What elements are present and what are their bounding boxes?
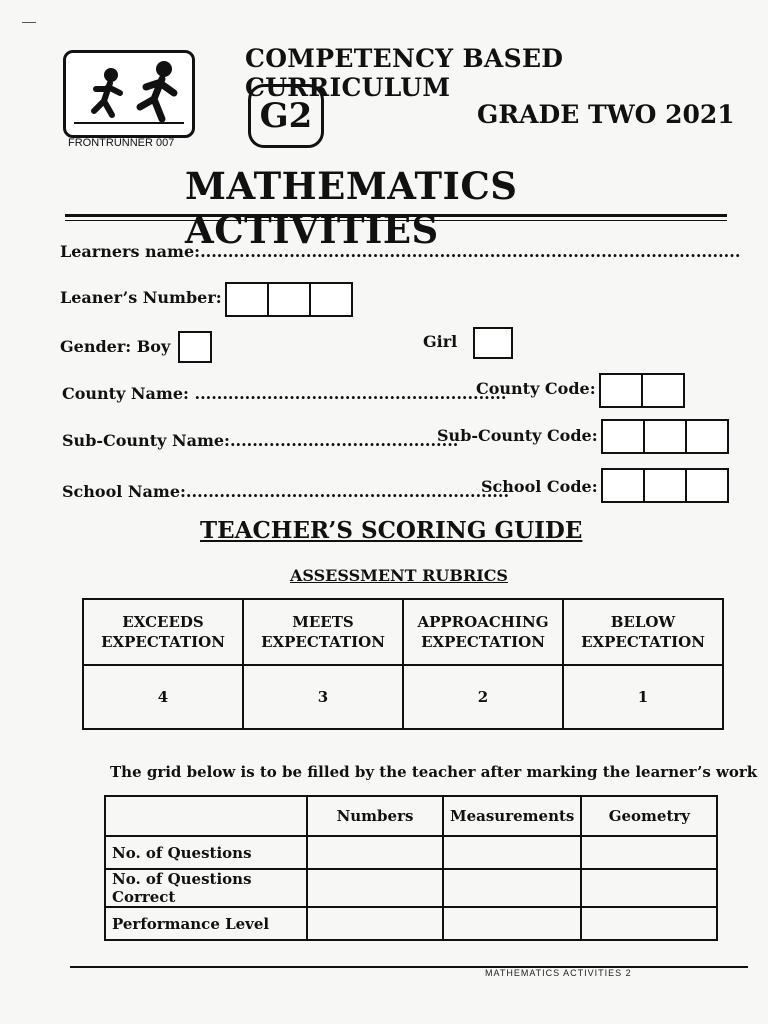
school-code-label: School Code:: [481, 477, 598, 496]
school-code-boxes[interactable]: [603, 468, 729, 503]
grid-cell[interactable]: [307, 907, 443, 940]
runners-icon: [66, 53, 192, 135]
digit-box[interactable]: [599, 373, 643, 408]
column-header: Numbers: [307, 796, 443, 836]
rubric-score: 4: [83, 665, 243, 729]
girl-checkbox[interactable]: [473, 327, 513, 359]
grid-cell[interactable]: [581, 907, 717, 940]
grid-instruction: The grid below is to be filled by the teacher after marking the learner’s work: [110, 763, 758, 781]
running-children-logo: [63, 50, 195, 138]
grade-year: GRADE TWO 2021: [477, 100, 735, 129]
county-code-label: County Code:: [476, 379, 596, 398]
digit-box[interactable]: [601, 468, 645, 503]
digit-box[interactable]: [643, 419, 687, 454]
county-name-field[interactable]: County Name: ........................................................: [62, 384, 507, 403]
rubrics-title: ASSESSMENT RUBRICS: [290, 566, 508, 585]
county-code-boxes[interactable]: [601, 373, 685, 408]
subcounty-code-boxes[interactable]: [603, 419, 729, 454]
digit-box[interactable]: [641, 373, 685, 408]
grid-cell[interactable]: [581, 836, 717, 869]
row-header: No. of Questions Correct: [105, 869, 307, 907]
digit-box[interactable]: [685, 419, 729, 454]
row-header: No. of Questions: [105, 836, 307, 869]
rubric-score: 2: [403, 665, 563, 729]
subcounty-name-field[interactable]: Sub-County Name:.........................................: [62, 431, 459, 450]
grade-badge: G2: [248, 84, 324, 148]
row-header: Performance Level: [105, 907, 307, 940]
curriculum-heading: COMPETENCY BASED CURRICULUM: [245, 44, 564, 102]
digit-box[interactable]: [601, 419, 645, 454]
performance-grid: [104, 795, 718, 941]
column-header: Geometry: [581, 796, 717, 836]
grid-cell[interactable]: [307, 869, 443, 907]
digit-box[interactable]: [685, 468, 729, 503]
margin-mark: [22, 22, 36, 23]
footer-rule: [70, 966, 748, 968]
rubric-score: 1: [563, 665, 723, 729]
digit-box[interactable]: [225, 282, 269, 317]
title-rule: [65, 214, 727, 217]
grid-cell[interactable]: [307, 836, 443, 869]
column-header: Measurements: [443, 796, 581, 836]
scoring-guide-title: TEACHER’S SCORING GUIDE: [200, 517, 583, 544]
subcounty-code-label: Sub-County Code:: [437, 426, 598, 445]
rubric-header: MEETS EXPECTATION: [243, 599, 403, 665]
rubric-header: BELOW EXPECTATION: [563, 599, 723, 665]
rubric-header: EXCEEDS EXPECTATION: [83, 599, 243, 665]
digit-box[interactable]: [309, 282, 353, 317]
grid-cell[interactable]: [443, 836, 581, 869]
footer-text: MATHEMATICS ACTIVITIES 2: [485, 968, 632, 978]
learner-number-boxes[interactable]: [227, 282, 353, 317]
rubrics-table: [82, 598, 724, 730]
grid-cell[interactable]: [581, 869, 717, 907]
digit-box[interactable]: [267, 282, 311, 317]
gender-girl-label: Girl: [423, 332, 458, 351]
rubric-score: 3: [243, 665, 403, 729]
logo-caption: FRONTRUNNER 007: [68, 137, 175, 149]
rubric-header: APPROACHING EXPECTATION: [403, 599, 563, 665]
grid-corner: [105, 796, 307, 836]
gender-boy-label: Gender: Boy: [60, 337, 171, 356]
grid-cell[interactable]: [443, 907, 581, 940]
school-name-field[interactable]: School Name:..........................................................: [62, 482, 510, 501]
boy-checkbox[interactable]: [178, 331, 212, 363]
learner-name-field[interactable]: Learners name:.................................................................................................: [60, 242, 741, 261]
digit-box[interactable]: [643, 468, 687, 503]
learner-number-label: Leaner’s Number:: [60, 288, 222, 307]
page-title: MATHEMATICS ACTIVITIES: [185, 164, 518, 252]
grid-cell[interactable]: [443, 869, 581, 907]
title-rule-thin: [65, 220, 727, 221]
